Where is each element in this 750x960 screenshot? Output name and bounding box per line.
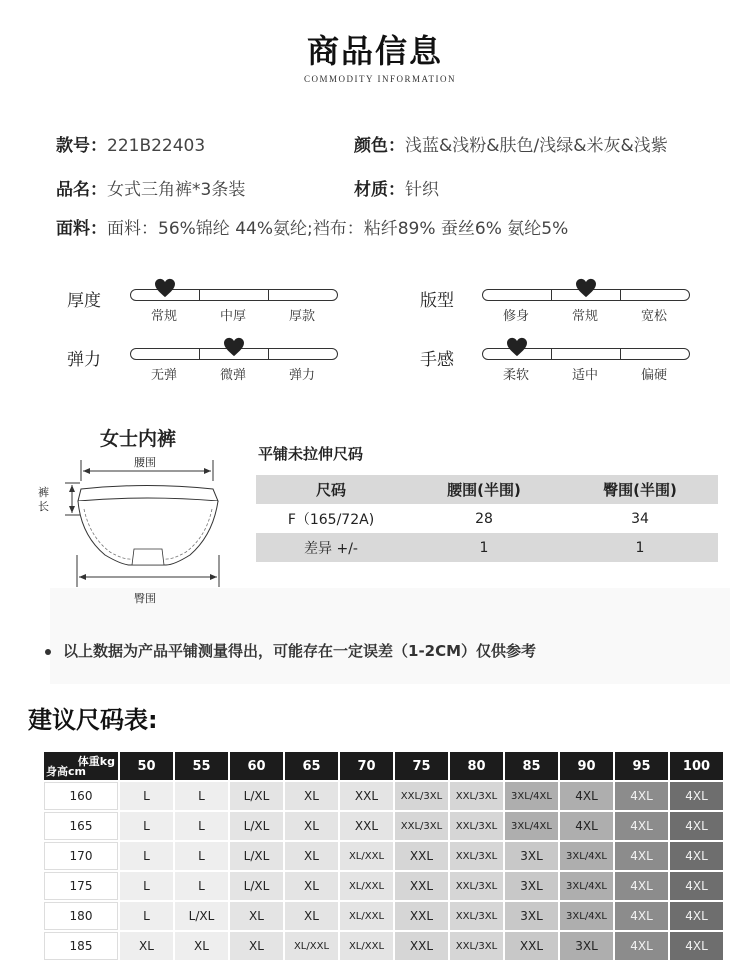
color-value: 浅蓝&浅粉&肤色/浅绿&米灰&浅紫 — [405, 136, 668, 156]
size-cell: F（165/72A) — [287, 511, 375, 528]
size-cell: XL/XXL — [285, 932, 338, 960]
height-axis-label: 身高cm — [46, 765, 86, 778]
size-cell: 3XL — [505, 872, 558, 900]
flat-measure-title: 平铺未拉伸尺码 — [258, 445, 364, 463]
waist-cell: 28 — [475, 510, 493, 527]
heart-icon — [506, 337, 528, 357]
size-chart-table — [42, 750, 725, 960]
thickness-option: 中厚 — [219, 309, 246, 324]
size-cell: XXL/3XL — [450, 842, 503, 870]
fit-label: 版型 — [420, 291, 454, 311]
size-cell: XL/XXL — [340, 872, 393, 900]
size-cell: L/XL — [175, 902, 228, 930]
size-cell: 4XL — [670, 842, 723, 870]
track-tick — [199, 348, 200, 360]
size-cell: XXL — [395, 872, 448, 900]
weight-header: 55 — [175, 752, 228, 780]
size-cell: L — [175, 812, 228, 840]
heart-icon — [154, 278, 176, 298]
header-cell: 腰围(半围) — [406, 475, 562, 504]
weight-header: 75 — [395, 752, 448, 780]
fit-option: 宽松 — [640, 309, 667, 324]
size-cell: 4XL — [615, 812, 668, 840]
size-cell: 4XL — [615, 872, 668, 900]
weight-header: 65 — [285, 752, 338, 780]
fabric-value: 面料：56%锦纶 44%氨纶;裆布：粘纤89% 蚕丝6% 氨纶5% — [107, 219, 569, 239]
heart-icon — [575, 278, 597, 298]
fabric-key: 面料： — [56, 219, 107, 239]
table-row — [44, 902, 723, 930]
size-cell: XL — [285, 902, 338, 930]
size-cell: XXL — [505, 932, 558, 960]
size-cell: L/XL — [230, 842, 283, 870]
length-label-bottom: 长 — [38, 500, 49, 513]
track-tick — [620, 348, 621, 360]
color-key: 颜色： — [354, 136, 405, 156]
size-cell: L — [120, 902, 173, 930]
feel-label: 手感 — [420, 350, 454, 370]
table-row — [44, 872, 723, 900]
height-cell: 180 — [44, 902, 118, 930]
track-tick — [551, 289, 552, 301]
size-cell: L/XL — [230, 872, 283, 900]
size-cell: XL — [285, 782, 338, 810]
fabric-info — [56, 214, 568, 239]
size-cell: XL/XXL — [340, 842, 393, 870]
flat-measure-table — [256, 475, 718, 562]
height-cell: 160 — [44, 782, 118, 810]
size-cell: L — [120, 872, 173, 900]
size-cell: 4XL — [560, 812, 613, 840]
bullet-icon — [45, 649, 51, 655]
size-cell: XL — [285, 872, 338, 900]
track-tick — [268, 289, 269, 301]
length-label-top: 裤 — [38, 486, 49, 499]
size-cell: XXL — [395, 902, 448, 930]
weight-header: 85 — [505, 752, 558, 780]
product-name-value: 女式三角裤*3条装 — [107, 180, 246, 200]
table-row — [256, 504, 718, 533]
thickness-option: 常规 — [150, 309, 177, 324]
table-row — [44, 932, 723, 960]
corner-cell — [44, 752, 118, 780]
weight-header: 70 — [340, 752, 393, 780]
size-cell: XL — [230, 932, 283, 960]
elasticity-option: 弹力 — [288, 368, 315, 383]
feel-option: 偏硬 — [640, 368, 667, 383]
size-cell: XL — [285, 842, 338, 870]
style-number-key: 款号： — [56, 136, 107, 156]
fit-option: 修身 — [502, 309, 529, 324]
material-key: 材质： — [354, 180, 405, 200]
table-row — [44, 782, 723, 810]
elasticity-label: 弹力 — [67, 350, 101, 370]
track-tick — [199, 289, 200, 301]
size-cell: XXL — [395, 932, 448, 960]
size-cell: XXL/3XL — [395, 782, 448, 810]
briefs-diagram — [50, 455, 240, 595]
size-cell: L — [120, 812, 173, 840]
size-cell: 4XL — [670, 872, 723, 900]
size-cell: L — [175, 872, 228, 900]
waist-label: 腰围 — [134, 456, 156, 469]
weight-axis-label: 体重kg — [77, 755, 115, 768]
size-cell: 3XL — [560, 932, 613, 960]
size-cell: L — [120, 842, 173, 870]
header-cell: 臀围(半围) — [562, 475, 718, 504]
hip-diff-cell: 1 — [562, 533, 718, 562]
size-cell: 3XL — [505, 842, 558, 870]
size-cell: 4XL — [615, 902, 668, 930]
feel-track — [482, 348, 690, 360]
track-tick — [620, 289, 621, 301]
size-cell: 4XL — [670, 932, 723, 960]
table-row — [256, 533, 718, 562]
height-cell: 170 — [44, 842, 118, 870]
weight-header: 50 — [120, 752, 173, 780]
elasticity-track — [130, 348, 338, 360]
page-subtitle: COMMODITY INFORMATION — [304, 74, 456, 84]
feel-option: 柔软 — [502, 368, 529, 383]
color-info — [354, 131, 668, 156]
size-cell: XXL — [340, 812, 393, 840]
note-text: 以上数据为产品平铺测量得出，可能存在一定误差（1-2CM）仅供参考 — [63, 642, 537, 660]
style-number — [56, 131, 205, 156]
weight-header: 100 — [670, 752, 723, 780]
size-cell: XXL/3XL — [395, 812, 448, 840]
style-number-value: 221B22403 — [107, 136, 206, 156]
product-name-key: 品名： — [56, 180, 107, 200]
table-row — [256, 475, 718, 504]
size-cell: 4XL — [670, 902, 723, 930]
waist-diff-cell: 1 — [406, 533, 562, 562]
thickness-track — [130, 289, 338, 301]
size-cell: XXL — [340, 782, 393, 810]
size-cell: L/XL — [230, 782, 283, 810]
size-cell: 4XL — [615, 932, 668, 960]
size-cell: 4XL — [615, 782, 668, 810]
size-cell: L — [175, 782, 228, 810]
size-cell: 4XL — [615, 842, 668, 870]
elasticity-option: 微弹 — [219, 368, 246, 383]
track-tick — [551, 348, 552, 360]
product-name — [56, 175, 245, 200]
fit-track — [482, 289, 690, 301]
size-cell: 4XL — [670, 782, 723, 810]
material-value: 针织 — [405, 180, 439, 200]
size-cell: L/XL — [230, 812, 283, 840]
feel-option: 适中 — [571, 368, 598, 383]
size-cell: XXL — [395, 842, 448, 870]
table-row — [44, 812, 723, 840]
size-cell: XL/XXL — [340, 932, 393, 960]
track-tick — [268, 348, 269, 360]
size-cell: XL — [230, 902, 283, 930]
table-row — [44, 752, 723, 780]
size-cell: XXL/3XL — [450, 872, 503, 900]
fit-option: 常规 — [571, 309, 598, 324]
height-cell: 165 — [44, 812, 118, 840]
heart-icon — [223, 337, 245, 357]
size-cell: 4XL — [670, 812, 723, 840]
size-cell: XXL/3XL — [450, 812, 503, 840]
size-cell: 3XL/4XL — [560, 872, 613, 900]
hip-label: 臀围 — [134, 592, 156, 605]
elasticity-option: 无弹 — [150, 368, 177, 383]
weight-header: 80 — [450, 752, 503, 780]
weight-header: 60 — [230, 752, 283, 780]
size-cell: XXL/3XL — [450, 902, 503, 930]
size-cell: XL — [175, 932, 228, 960]
size-cell: XXL/3XL — [450, 782, 503, 810]
size-cell: XL — [120, 932, 173, 960]
weight-header: 95 — [615, 752, 668, 780]
size-cell: XXL/3XL — [450, 932, 503, 960]
thickness-option: 厚款 — [288, 309, 315, 324]
size-cell: L — [175, 842, 228, 870]
weight-header: 90 — [560, 752, 613, 780]
measurement-note — [45, 640, 536, 661]
size-cell: 4XL — [560, 782, 613, 810]
diagram-title: 女士内裤 — [100, 428, 177, 450]
header-cell: 尺码 — [256, 475, 406, 504]
diff-label-cell: 差异 +/- — [256, 533, 406, 562]
size-cell: L — [120, 782, 173, 810]
material-info — [354, 175, 439, 200]
hip-cell: 34 — [631, 510, 649, 527]
size-cell: 3XL/4XL — [505, 782, 558, 810]
table-row — [44, 842, 723, 870]
size-cell: XL/XXL — [340, 902, 393, 930]
size-cell: 3XL/4XL — [560, 842, 613, 870]
thickness-label: 厚度 — [67, 291, 101, 311]
page-title: 商品信息 — [306, 32, 443, 70]
size-cell: 3XL/4XL — [505, 812, 558, 840]
size-cell: 3XL/4XL — [560, 902, 613, 930]
height-cell: 185 — [44, 932, 118, 960]
size-cell: XL — [285, 812, 338, 840]
size-cell: 3XL — [505, 902, 558, 930]
height-cell: 175 — [44, 872, 118, 900]
recommend-title: 建议尺码表: — [28, 706, 158, 734]
